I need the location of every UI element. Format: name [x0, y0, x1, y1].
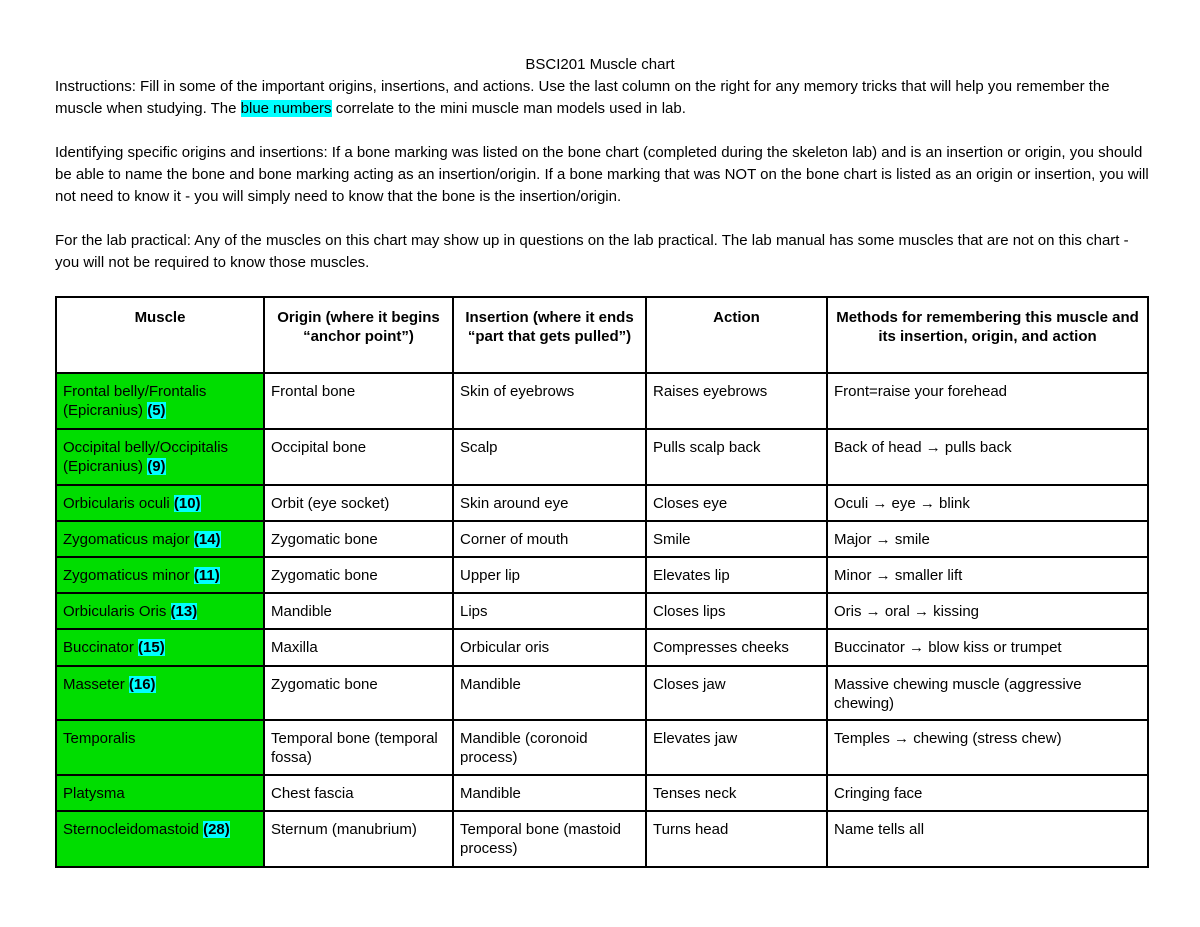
origin-cell: Mandible [264, 593, 453, 629]
origin-cell: Occipital bone [264, 429, 453, 485]
method-cell: Massive chewing muscle (aggressive chewing) [827, 666, 1148, 720]
insertion-cell: Upper lip [453, 557, 646, 593]
muscle-name-cell [56, 666, 264, 720]
method-cell: Oculi → eye → blink [827, 485, 1148, 521]
action-cell: Closes lips [646, 593, 827, 629]
table-row [56, 666, 1148, 720]
table-row [56, 720, 1148, 775]
insertion-cell: Skin around eye [453, 485, 646, 521]
action-cell: Smile [646, 521, 827, 557]
origin-cell: Zygomatic bone [264, 557, 453, 593]
insertion-cell: Scalp [453, 429, 646, 485]
origin-cell: Orbit (eye socket) [264, 485, 453, 521]
table-row [56, 521, 1148, 557]
header-origin: Origin (where it begins “anchor point”) [264, 297, 453, 373]
action-cell: Turns head [646, 811, 827, 867]
model-number: (16) [128, 676, 156, 693]
action-cell: Pulls scalp back [646, 429, 827, 485]
model-number: (14) [193, 531, 221, 548]
origins-insertions-paragraph: Identifying specific origins and insertions: If a bone marking was listed on the bone chart (completed during the skeleton lab) and is an insertion or origin, you should be able to name the bone and bone marking acting as an insertion/origin. If a bone marking that was NOT on the bone chart is listed as an origin or insertion, you will not need to know it - you will simply need to know that the bone is the insertion/origin. [55, 144, 1149, 205]
muscle-name: Masseter [63, 676, 129, 693]
muscle-name-cell [56, 373, 264, 429]
model-number: (9) [147, 458, 166, 475]
table-row [56, 775, 1148, 811]
muscle-name-cell [56, 811, 264, 867]
origin-cell: Zygomatic bone [264, 521, 453, 557]
method-cell: Buccinator → blow kiss or trumpet [827, 629, 1148, 666]
lab-practical-paragraph: For the lab practical: Any of the muscles on this chart may show up in questions on the lab practical. The lab manual has some muscles that are not on this chart - you will not be required to know those muscles. [55, 232, 1129, 271]
header-insertion: Insertion (where it ends “part that gets pulled”) [453, 297, 646, 373]
origin-cell: Chest fascia [264, 775, 453, 811]
header-methods: Methods for remembering this muscle and its insertion, origin, and action [827, 297, 1148, 373]
muscle-name: Frontal belly/Frontalis (Epicranius) [63, 383, 207, 419]
table-row [56, 593, 1148, 629]
model-number: (13) [170, 603, 198, 620]
origin-cell: Sternum (manubrium) [264, 811, 453, 867]
document-title: BSCI201 Muscle chart [525, 56, 675, 73]
muscle-name-cell [56, 720, 264, 775]
insertion-cell: Temporal bone (mastoid process) [453, 811, 646, 867]
insertion-cell: Orbicular oris [453, 629, 646, 666]
insertion-cell: Corner of mouth [453, 521, 646, 557]
insertion-cell: Mandible (coronoid process) [453, 720, 646, 775]
muscle-name-cell [56, 593, 264, 629]
insertion-cell: Mandible [453, 666, 646, 720]
action-cell: Tenses neck [646, 775, 827, 811]
insertion-cell: Mandible [453, 775, 646, 811]
muscle-name-cell [56, 775, 264, 811]
muscle-name-cell [56, 429, 264, 485]
method-cell: Cringing face [827, 775, 1148, 811]
model-number: (15) [138, 639, 165, 656]
muscle-name: Temporalis [63, 730, 136, 747]
instructions-text-end: correlate to the mini muscle man models used in lab. [331, 100, 686, 117]
method-cell: Major → smile [827, 521, 1148, 557]
method-cell: Name tells all [827, 811, 1148, 867]
muscle-name-cell [56, 557, 264, 593]
action-cell: Closes jaw [646, 666, 827, 720]
method-cell: Front=raise your forehead [827, 373, 1148, 429]
header-muscle: Muscle [56, 297, 264, 373]
table-row [56, 629, 1148, 666]
table-row [56, 811, 1148, 867]
origin-cell: Frontal bone [264, 373, 453, 429]
origin-cell: Maxilla [264, 629, 453, 666]
action-cell: Elevates jaw [646, 720, 827, 775]
model-number: (11) [193, 567, 220, 584]
header-action: Action [646, 297, 827, 373]
method-cell: Minor → smaller lift [827, 557, 1148, 593]
muscle-name: Buccinator [63, 639, 139, 656]
insertion-cell: Lips [453, 593, 646, 629]
insertion-cell: Skin of eyebrows [453, 373, 646, 429]
muscle-name: Orbicularis oculi [63, 495, 174, 512]
table-row [56, 485, 1148, 521]
table-row [56, 373, 1148, 429]
action-cell: Elevates lip [646, 557, 827, 593]
muscle-name: Sternocleidomastoid [63, 821, 204, 838]
origin-cell: Temporal bone (temporal fossa) [264, 720, 453, 775]
muscle-name: Orbicularis Oris [63, 603, 171, 620]
method-cell: Temples → chewing (stress chew) [827, 720, 1148, 775]
origin-cell: Zygomatic bone [264, 666, 453, 720]
muscle-name: Zygomaticus major [63, 531, 194, 548]
blue-numbers-highlight: blue numbers [240, 100, 332, 117]
muscle-name-cell [56, 485, 264, 521]
instructions-paragraph [55, 76, 1155, 120]
model-number: (5) [147, 402, 166, 419]
muscle-name: Occipital belly/Occipitalis (Epicranius) [63, 439, 229, 475]
muscle-name-cell [56, 629, 264, 666]
muscle-name: Zygomaticus minor [63, 567, 194, 584]
method-cell: Oris → oral → kissing [827, 593, 1148, 629]
action-cell: Compresses cheeks [646, 629, 827, 666]
muscle-chart-table [55, 296, 1149, 868]
instructions-text-start: Instructions: Fill in some of the important origins, insertions, and actions. Use the last column on the right for any memory tricks that will help you remember the muscle when studying. The [55, 78, 1110, 117]
model-number: (28) [203, 821, 230, 838]
muscle-name: Platysma [63, 785, 125, 802]
table-row [56, 557, 1148, 593]
action-cell: Closes eye [646, 485, 827, 521]
action-cell: Raises eyebrows [646, 373, 827, 429]
table-header-row [56, 297, 1148, 373]
muscle-name-cell [56, 521, 264, 557]
model-number: (10) [173, 495, 201, 512]
method-cell: Back of head → pulls back [827, 429, 1148, 485]
table-row [56, 429, 1148, 485]
